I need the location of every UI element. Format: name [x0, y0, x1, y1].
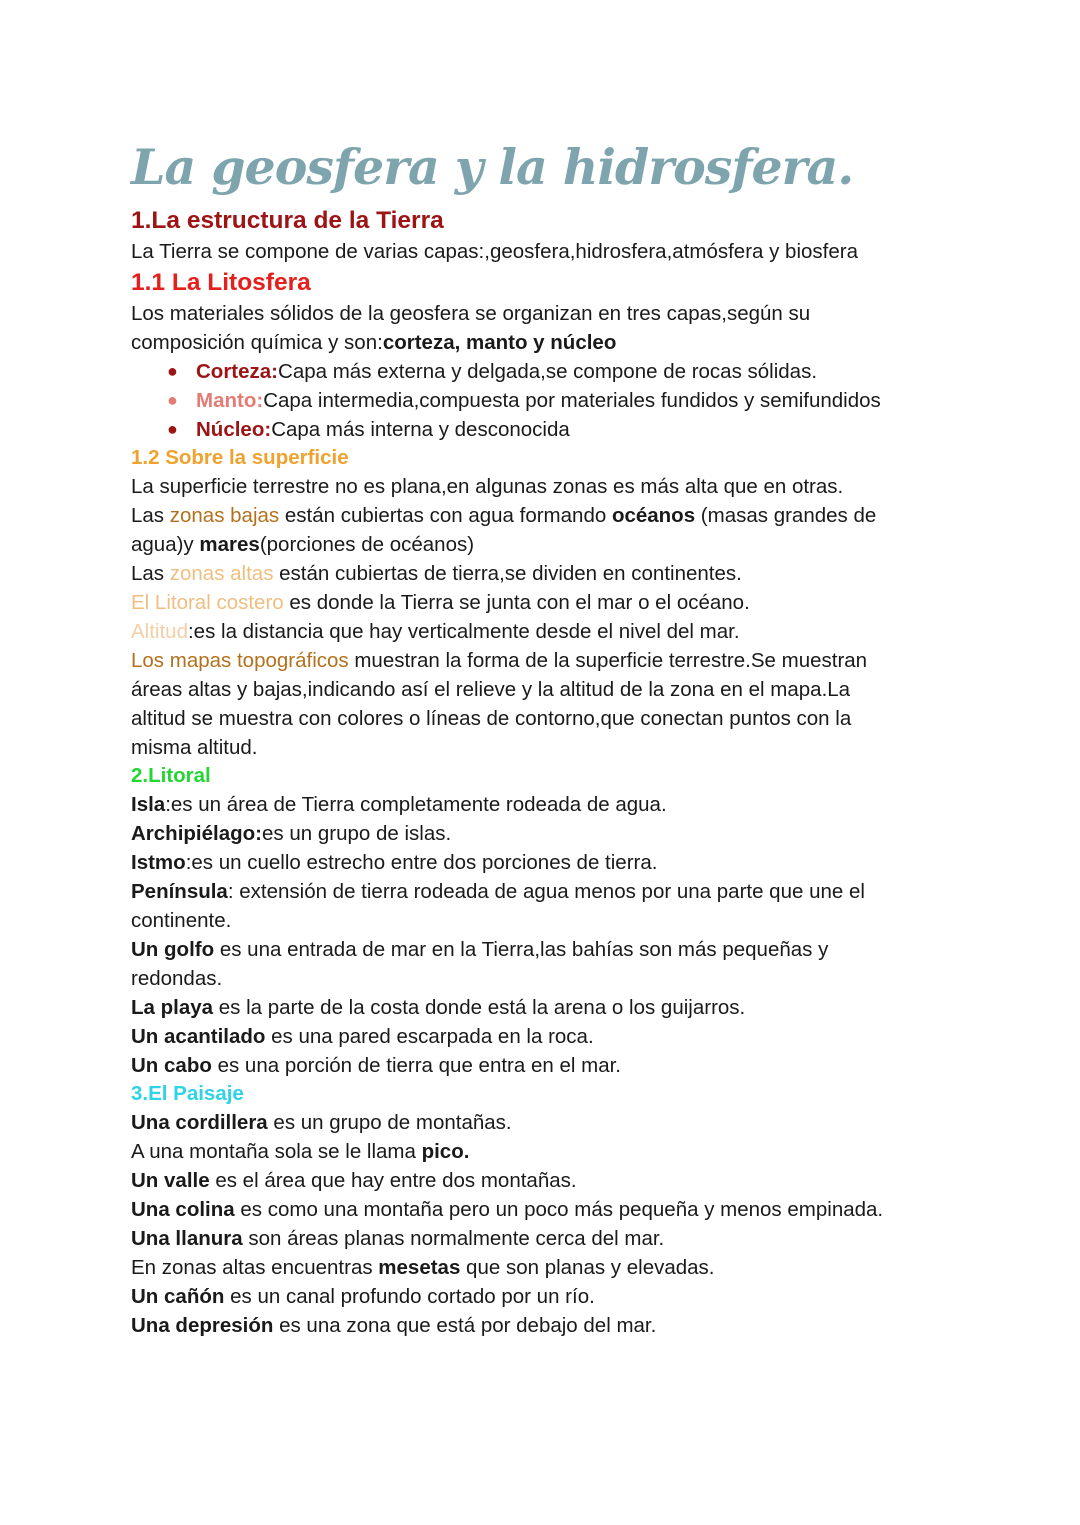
bullet-icon: ●	[167, 419, 178, 439]
heading-paisaje: 3.El Paisaje	[131, 1082, 244, 1105]
definition: es un canal profundo cortado por un río.	[224, 1285, 595, 1308]
superficie-line1: La superficie terrestre no es plana,en algunas zonas es más alta que en otras.	[131, 475, 844, 498]
term-nucleo: Núcleo:	[196, 418, 272, 441]
text-span: muestran la forma de la superficie terrestre.Se muestran	[348, 649, 868, 672]
term-zonas-altas: zonas altas	[169, 562, 274, 585]
text-span: :es la distancia que hay verticalmente desde el nivel del mar.	[187, 620, 740, 643]
term: La playa	[131, 996, 214, 1019]
bullet-icon: ●	[167, 361, 178, 381]
list-item-nucleo	[167, 415, 1011, 444]
text-span: Las	[131, 562, 170, 585]
term: Península	[131, 880, 228, 903]
bullet-icon: ●	[167, 390, 178, 410]
term: Isla	[131, 793, 166, 816]
list-item-manto	[167, 386, 1011, 415]
litoral-line	[131, 964, 1011, 993]
paragraph-litosfera-line1: Los materiales sólidos de la geosfera se organizan en tres capas,según su	[131, 302, 811, 325]
paisaje-line	[131, 1137, 1011, 1166]
heading-superficie: 1.2 Sobre la superficie	[131, 446, 349, 469]
layers-list	[131, 357, 1011, 444]
term: Una cordillera	[131, 1111, 268, 1134]
term-manto: Manto:	[196, 389, 264, 412]
term-zonas-bajas: zonas bajas	[169, 504, 280, 527]
litoral-line	[131, 1051, 1011, 1080]
term: Un acantilado	[131, 1025, 266, 1048]
definition: :es un cuello estrecho entre dos porciones de tierra.	[185, 851, 658, 874]
definition: es una zona que está por debajo del mar.	[273, 1314, 657, 1337]
litoral-line	[131, 1022, 1011, 1051]
text-span: agua)y	[131, 533, 200, 556]
heading-litoral: 2.Litoral	[131, 764, 211, 787]
superficie-line3	[131, 530, 1011, 559]
term: mesetas	[378, 1256, 461, 1279]
litoral-line	[131, 819, 1011, 848]
text-span: Las	[131, 504, 170, 527]
paisaje-line	[131, 1108, 1011, 1137]
paisaje-line	[131, 1166, 1011, 1195]
definition: : extensión de tierra rodeada de agua menos por una parte que une el	[227, 880, 865, 903]
definition: es como una montaña pero un poco más pequeña y menos empinada.	[234, 1198, 884, 1221]
desc-corteza: Capa más externa y delgada,se compone de rocas sólidas.	[278, 360, 818, 383]
superficie-line6	[131, 617, 1011, 646]
litoral-line	[131, 848, 1011, 877]
term: Un cañón	[131, 1285, 225, 1308]
text-span: (masas grandes de	[695, 504, 877, 527]
bold-layers: corteza, manto y núcleo	[382, 331, 617, 354]
litoral-line	[131, 877, 1011, 906]
term-litoral-costero: El Litoral costero	[131, 591, 284, 614]
bold-mares: mares	[199, 533, 260, 556]
text-span: (porciones de océanos)	[259, 533, 475, 556]
definition: es una entrada de mar en la Tierra,las bahías son más pequeñas y	[214, 938, 829, 961]
definition: son áreas planas normalmente cerca del mar.	[242, 1227, 665, 1250]
definition: es la parte de la costa donde está la arena o los guijarros.	[213, 996, 746, 1019]
text-span: están cubiertas de tierra,se dividen en continentes.	[273, 562, 742, 585]
term: Una llanura	[131, 1227, 243, 1250]
definition: es una pared escarpada en la roca.	[265, 1025, 594, 1048]
bold-oceanos: océanos	[611, 504, 696, 527]
superficie-line9: altitud se muestra con colores o líneas de contorno,que conectan puntos con la	[131, 707, 852, 730]
definition: es un grupo de montañas.	[267, 1111, 512, 1134]
litoral-line	[131, 790, 1011, 819]
text-span: es donde la Tierra se junta con el mar o el océano.	[283, 591, 750, 614]
term-mapas-topograficos: Los mapas topográficos	[131, 649, 349, 672]
term: Una depresión	[131, 1314, 274, 1337]
term: Una colina	[131, 1198, 235, 1221]
heading-litosfera: 1.1 La Litosfera	[131, 269, 311, 296]
superficie-line2	[131, 501, 1011, 530]
paisaje-line	[131, 1311, 1011, 1340]
term: Archipiélago:	[131, 822, 262, 845]
superficie-line8: áreas altas y bajas,indicando así el relieve y la altitud de la zona en el mapa.La	[131, 678, 851, 701]
document-content	[131, 132, 1011, 1340]
definition: redondas.	[131, 967, 223, 990]
paisaje-line	[131, 1282, 1011, 1311]
term: Un golfo	[131, 938, 215, 961]
paisaje-line	[131, 1195, 1011, 1224]
definition: continente.	[131, 909, 232, 932]
term: pico.	[421, 1140, 470, 1163]
list-item-corteza	[167, 357, 1011, 386]
text-span: En zonas altas encuentras	[131, 1256, 379, 1279]
litoral-line	[131, 993, 1011, 1022]
definition: es un grupo de islas.	[262, 822, 452, 845]
desc-manto: Capa intermedia,compuesta por materiales fundidos y semifundidos	[263, 389, 881, 412]
text-span: composición química y son:	[131, 331, 383, 354]
superficie-line5	[131, 588, 1011, 617]
definition: es una porción de tierra que entra en el mar.	[211, 1054, 621, 1077]
text-span: están cubiertas con agua formando	[279, 504, 612, 527]
term: Un cabo	[131, 1054, 212, 1077]
litoral-line	[131, 906, 1011, 935]
definition: que son planas y elevadas.	[460, 1256, 715, 1279]
superficie-line7	[131, 646, 1011, 675]
paisaje-line	[131, 1224, 1011, 1253]
page-title: La geosfera y la hidrosfera.	[131, 138, 854, 196]
definition: es el área que hay entre dos montañas.	[209, 1169, 577, 1192]
term-corteza: Corteza:	[196, 360, 279, 383]
desc-nucleo: Capa más interna y desconocida	[271, 418, 570, 441]
superficie-line4	[131, 559, 1011, 588]
heading-estructura: 1.La estructura de la Tierra	[131, 207, 444, 234]
superficie-line10: misma altitud.	[131, 736, 258, 759]
paragraph-estructura: La Tierra se compone de varias capas:,geosfera,hidrosfera,atmósfera y biosfera	[131, 240, 858, 263]
definition: :es un área de Tierra completamente rodeada de agua.	[165, 793, 667, 816]
term-altitud: Altitud	[131, 620, 188, 643]
paragraph-litosfera-line2	[131, 328, 1011, 357]
text-span: A una montaña sola se le llama	[131, 1140, 422, 1163]
litoral-line	[131, 935, 1011, 964]
paisaje-line	[131, 1253, 1011, 1282]
term: Un valle	[131, 1169, 210, 1192]
term: Istmo	[131, 851, 186, 874]
